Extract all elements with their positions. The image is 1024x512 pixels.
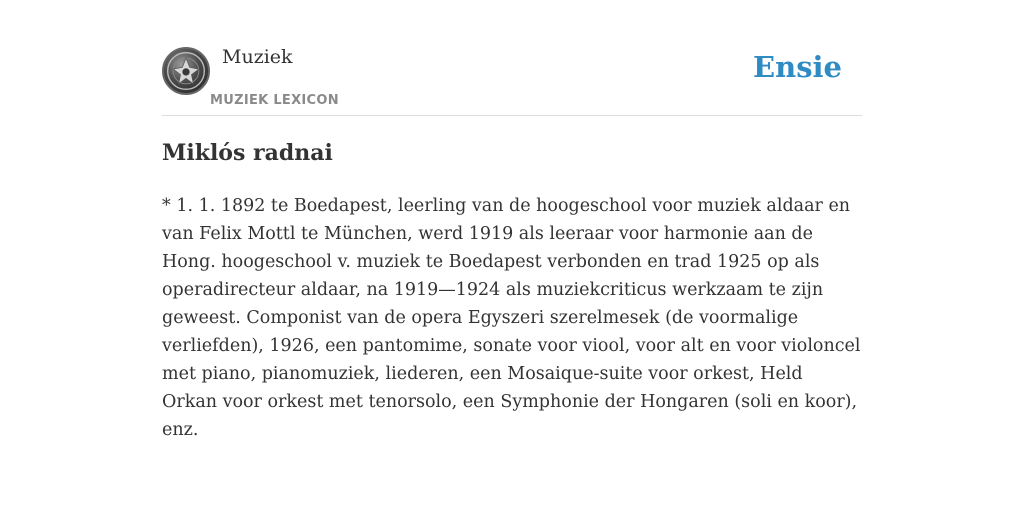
seal-emblem-graphic [164, 49, 208, 93]
entry-body: * 1. 1. 1892 te Boedapest, leerling van de hoogeschool voor muziek aldaar en van Felix Mottl te München, werd 1919 als leeraar voor harmonie aan de Hong. hoogeschool v. muziek te Boedapest verbonden en trad 1925 op als operadirecteur aldaar, na 1919—1924 als muziekcriticus werkzaam te zijn geweest. Componist van de opera Egyszeri szerelmesek (de voormalige verliefden), 1926, een pantomime, sonate voor viool, voor alt en voor violoncel met piano, pianomuziek, liederen, een Mosaique-suite voor orkest, Held Orkan voor orkest met tenorsolo, een Symphonie der Hongaren (soli en koor), enz. [162, 196, 861, 440]
page [162, 0, 862, 512]
source-subtitle: MUZIEK LEXICON [210, 93, 339, 108]
source-header [162, 0, 862, 116]
source-title[interactable]: Muziek [222, 46, 293, 68]
entry-title: Miklós radnai [162, 140, 333, 166]
brand-logo-link[interactable]: Ensie [753, 50, 842, 84]
seal-emblem-icon[interactable] [162, 47, 210, 95]
